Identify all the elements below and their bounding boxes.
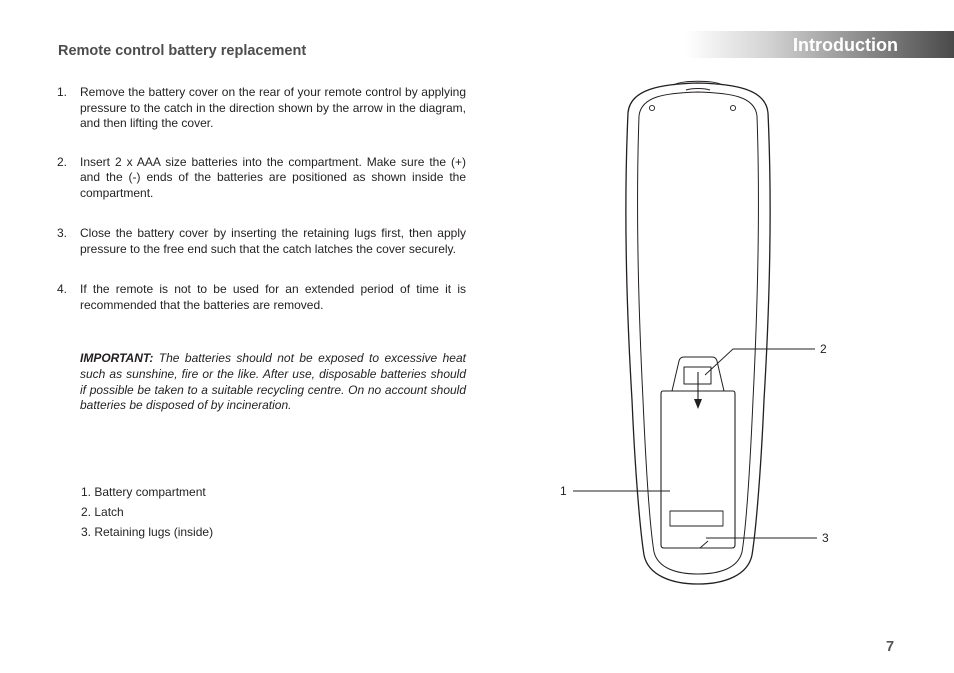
- remote-inner-body: [638, 92, 759, 574]
- step-text: Insert 2 x AAA size batteries into the compartment. Make sure the (+) and the (-) ends of the batteries are positioned as shown inside the compartment.: [80, 154, 466, 200]
- step-number: 4.: [57, 282, 68, 296]
- page-number: 7: [886, 639, 895, 655]
- step-number: 3.: [57, 226, 68, 240]
- callout-label-1: 1: [560, 484, 567, 498]
- screw-hole-right: [730, 105, 735, 110]
- callout-label-3: 3: [822, 531, 829, 545]
- step-text: Close the battery cover by inserting the retaining lugs first, then apply pressure to the free end such that the catch latches the cover securely.: [80, 226, 466, 256]
- remote-outer-body: [626, 83, 770, 584]
- screw-hole-left: [649, 105, 654, 110]
- arrow-down-icon: [694, 399, 702, 409]
- step-text: If the remote is not to be used for an extended period of time it is recommended that the batteries are removed.: [80, 282, 466, 312]
- important-text: The batteries should not be exposed to excessive heat such as sunshine, fire or the like. After use, disposable batteries should if possible be taken to a suitable recycling centre. On no account should batteries be disposed of by incineration.: [80, 351, 466, 413]
- step-number: 2.: [57, 154, 68, 169]
- legend-item: 1. Battery compartment: [81, 485, 206, 499]
- step-number: 1.: [57, 85, 68, 99]
- retaining-lug-slot: [670, 511, 723, 526]
- legend-item: 3. Retaining lugs (inside): [81, 525, 214, 539]
- battery-cover: [661, 391, 735, 548]
- section-title: Remote control battery replacement: [58, 43, 307, 59]
- step-text: Remove the battery cover on the rear of your remote control by applying pressure to the catch in the direction shown by the arrow in the diagram, and then lifting the cover.: [80, 85, 466, 130]
- callout-line-2: [705, 349, 815, 375]
- retaining-lug-mark: [700, 541, 708, 548]
- legend-item: 2. Latch: [81, 505, 124, 519]
- header-title: Introduction: [793, 35, 898, 55]
- important-label: IMPORTANT:: [80, 351, 154, 365]
- callout-label-2: 2: [820, 342, 827, 356]
